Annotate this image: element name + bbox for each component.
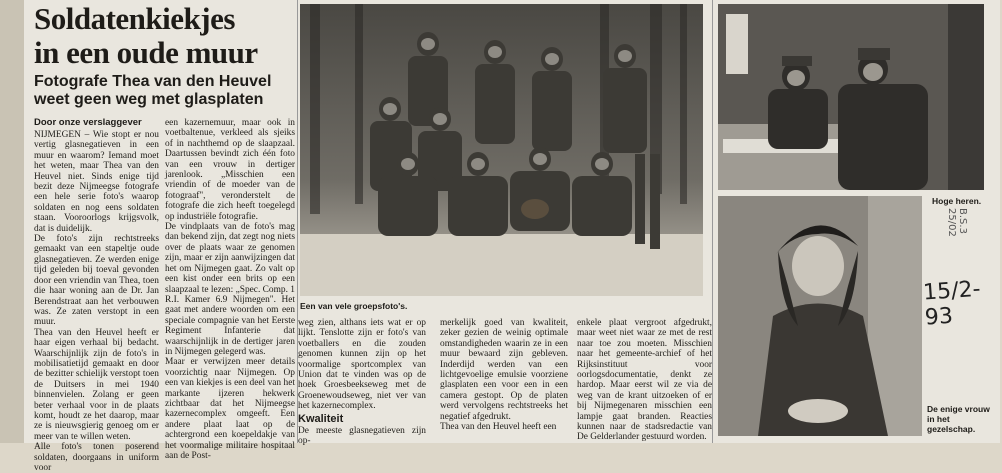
subhead-line-2: weet geen weg met glasplaten	[34, 91, 264, 108]
desk-photo-caption: Hoge heren.	[932, 196, 982, 206]
group-photo-image	[300, 4, 703, 296]
subheadline	[34, 73, 296, 109]
article-column-4: merkelijk goed van kwaliteit, zeker gezien de weinig optimale omstandigheden waarin ze in een muur bewaard zijn gebleven. Inderdijd werden van een lichtgevoelige emulsie voorziene glasplaten een voor een in een camera gestopt. Op de platen werd vervolgens rechtstreeks het negatief afgedrukt. Thea van den Heuvel heeft een	[440, 318, 568, 433]
desk-photo-image	[718, 4, 984, 190]
byline: Door onze verslaggever	[34, 117, 142, 128]
desk-photo	[718, 4, 984, 190]
article-column-1: NIJMEGEN – Wie stopt er nou vertig glasnegatieven in een muur en waarom? Iemand moet het weten, maar Thea van den Heuvel niet. Sinds enige tijd bezit deze Nijmeegse fotografe een hele serie foto's waarop soldaten en nog eens soldaten staan. Vooroorlogs krijgsvolk, dat is duidelijk. De foto's zijn rechtstreeks gemaakt van een stapeltje oude glasnegatieven. Ze werden enige tijd geleden bij toeval gevonden door een vriendin van Thea, toen die haar woning aan de Dr. Jan Berendstraat aan het verbouwen was. Ze zaten verstopt in een muur. Thea van den Heuvel heeft er haar eigen verhaal bij bedacht. Waarschijnlijk zijn de foto's in mobilisatietijd gemaakt en door de bezitter schielijk verstopt toen de Duitsers in mei 1940 binnenvielen. Zolang er geen beter verhaal voor in de plaats komt, houdt ze het daarop, maar ze is nieuwsgierig genoeg om er meer van te willen weten. Alle foto's tonen poserend soldaten, doorgaans in uniform voor	[34, 130, 159, 473]
headline-line-2: in een oude muur	[34, 35, 258, 70]
article-column-5: enkele plaat vergroot afgedrukt, maar weet niet waar ze met de rest naar toe zou moeten. Misschien naar het gemeente-archief of het Rijksinstituut voor oorlogsdocumentatie, denkt ze hardop. Maar eerst wil ze via de weg van de krant uitzoeken of er bij Nijmegenaren misschien een lampje gaat branden. Reacties kunnen naar de stadsredactie van De Gelderlander gestuurd worden.	[577, 318, 712, 443]
handwritten-date: 15/2-93	[922, 276, 982, 331]
column-divider	[712, 0, 713, 443]
group-photo	[300, 4, 703, 296]
subhead-line-1: Fotografe Thea van den Heuvel	[34, 73, 272, 90]
woman-photo-caption: De enige vrouw in het gezelschap.	[927, 404, 990, 434]
scan-margin	[0, 0, 24, 443]
article-column-3: weg zien, althans iets wat er op lijkt. Tenslotte zijn er foto's van voetballers en die zouden genomen kunnen zijn op het voormalige sportcomplex van Union dat te vinden was op de hoek Groesbeekseweg met de Groenewoudseweg, niet ver van het kazernecomplex.	[298, 318, 426, 412]
article-column-2: een kazernemuur, maar ook in voetbaltenue, verkleed als sjeiks of in nachthemd op de slaapzaal. Daartussen bevindt zich één foto van een vrouw in dertiger jarenlook. „Misschien een vriendin of de moeder van de fotograaf", veronderstelt de fotografe die zich heeft toegelegd op industriële fotografie. De vindplaats van de foto's mag dan bekend zijn, dat zegt nog niets over de plaats waar ze genomen zijn, maar er zijn aanwijzingen dat het om Nijmegen gaat. Zo valt op een kist onder een brits op een slaapzaal te lezen: „Spec. Comp. 1 R.I. Kamer 6.9 Nijmegen". Het gaat met andere woorden om een speciale compagnie van het Eerste Regiment Infanterie dat waarschijnlijk in de dertiger jaren in Nijmegen gelegerd was. Maar er verwijzen meer details voorzichtig naar Nijmegen. Op een van kiekjes is een deel van het markante ijzeren hekwerk zichtbaar dat het Nijmeegse kazernecomplex omgeeft. Een andere plaat laat op de achtergrond een koepeldakje van het voormalige militaire hospitaal aan de Post-	[165, 118, 295, 461]
handwritten-archive-code: B.S.3 25/02	[946, 208, 968, 237]
column-divider	[297, 0, 298, 443]
group-photo-caption: Een van vele groepsfoto's.	[300, 301, 408, 311]
article-column-3-continued: De meeste glasnegatieven zijn op-	[298, 426, 426, 447]
headline	[34, 2, 296, 70]
woman-photo-image	[718, 196, 922, 436]
section-heading: Kwaliteit	[298, 413, 344, 425]
woman-photo	[718, 196, 922, 436]
headline-line-1: Soldatenkiekjes	[34, 1, 235, 36]
